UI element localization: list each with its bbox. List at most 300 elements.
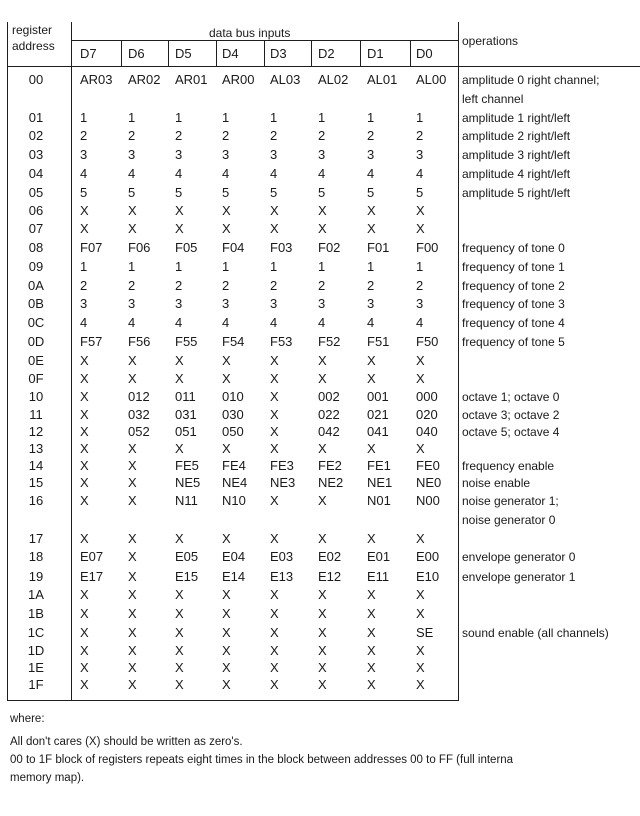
bit-cell-d3: X [270,371,279,386]
bit-cell-d1: X [367,221,376,236]
bit-cell-d7: 1 [80,110,88,125]
table-left-border [7,22,8,700]
operation-description: left channel [462,92,524,106]
bit-cell-d5: 2 [175,128,183,143]
bit-cell-d1: X [367,677,376,692]
bit-cell-d0: FE0 [416,458,440,473]
bit-cell-d1: E11 [367,569,390,584]
bit-cell-d0: 4 [416,166,424,181]
bit-header-d2: D2 [318,46,335,61]
bit-header-d6: D6 [128,46,145,61]
bit-cell-d3: X [270,660,279,675]
bit-cell-d1: X [367,660,376,675]
bit-cell-d4: AR00 [222,72,255,87]
bit-cell-d0: 020 [416,407,438,422]
register-address-cell: 18 [28,549,44,564]
bit-cell-d5: FE5 [175,458,199,473]
bit-cell-d7: X [80,221,89,236]
bit-cell-d2: 4 [318,166,326,181]
bit-cell-d7: X [80,606,89,621]
bit-cell-d2: X [318,353,327,368]
bit-cell-d7: 2 [80,278,88,293]
bit-cell-d7: 1 [80,259,88,274]
bit-cell-d5: NE5 [175,475,201,490]
bit-cell-d5: E15 [175,569,199,584]
bit-cell-d4: E04 [222,549,246,564]
bit-cell-d7: X [80,643,89,658]
operation-description: envelope generator 0 [462,550,576,564]
bit-cell-d0: 040 [416,424,438,439]
operation-description: amplitude 0 right channel; [462,73,600,87]
bit-cell-d7: 4 [80,315,88,330]
register-address-cell: 17 [28,531,44,546]
bit-cell-d7: E17 [80,569,104,584]
bit-cell-d3: E03 [270,549,294,564]
bit-cell-d7: X [80,493,89,508]
bit-cell-d1: X [367,441,376,456]
bit-cell-d1: F51 [367,334,390,349]
bit-cell-d3: FE3 [270,458,294,473]
bit-cell-d4: X [222,441,231,456]
bit-cell-d1: E01 [367,549,391,564]
bit-divider-d2 [311,41,312,66]
bit-cell-d2: 1 [318,259,326,274]
bit-cell-d0: 3 [416,147,424,162]
bit-cell-d0: 4 [416,315,424,330]
bit-cell-d1: X [367,371,376,386]
bit-divider-d5 [168,41,169,66]
bit-cell-d6: X [128,625,137,640]
bit-cell-d0: 3 [416,296,424,311]
bit-cell-d3: 4 [270,166,278,181]
bit-cell-d3: F03 [270,240,293,255]
bit-cell-d6: 5 [128,185,136,200]
bit-cell-d0: AL00 [416,72,447,87]
bit-cell-d4: 4 [222,315,230,330]
bit-cell-d6: AR02 [128,72,161,87]
bit-cell-d6: X [128,549,137,564]
bit-cell-d0: X [416,531,425,546]
bit-cell-d3: X [270,441,279,456]
operation-description: frequency of tone 0 [462,241,565,255]
bit-cell-d2: 3 [318,296,326,311]
bit-cell-d2: X [318,606,327,621]
notes-where: where: [10,713,45,725]
bit-cell-d0: X [416,606,425,621]
bit-cell-d0: 1 [416,110,424,125]
bit-cell-d6: 4 [128,315,136,330]
bit-cell-d6: 3 [128,147,136,162]
bit-cell-d2: X [318,221,327,236]
bit-cell-d0: E00 [416,549,440,564]
bit-divider-d3 [264,41,265,66]
register-address-cell: 01 [28,110,44,125]
bit-cell-d2: 2 [318,278,326,293]
register-address-cell: 1D [27,643,45,658]
bit-cell-d4: 3 [222,147,230,162]
bit-cell-d5: X [175,677,184,692]
bit-cell-d5: X [175,371,184,386]
register-address-cell: 00 [28,72,44,87]
bit-cell-d6: X [128,221,137,236]
bit-cell-d0: 5 [416,185,424,200]
register-address-cell: 0F [28,371,44,386]
bit-divider-d4 [216,41,217,66]
bit-cell-d2: X [318,493,327,508]
bit-cell-d1: F01 [367,240,390,255]
data-bus-inputs-header: data bus inputs [209,26,291,40]
register-address-cell: 16 [28,493,44,508]
operations-column-divider [458,22,459,700]
bit-cell-d3: 3 [270,147,278,162]
bit-cell-d1: 1 [367,259,375,274]
bit-cell-d2: E12 [318,569,342,584]
bit-cell-d1: AL01 [367,72,398,87]
bit-cell-d1: 3 [367,296,375,311]
operation-description: amplitude 1 right/left [462,111,571,125]
operation-description: frequency of tone 1 [462,260,565,274]
bit-cell-d6: 032 [128,407,150,422]
register-address-cell: 07 [28,221,44,236]
bit-cell-d1: 041 [367,424,389,439]
bit-cell-d0: 2 [416,128,424,143]
bit-cell-d6: 4 [128,166,136,181]
bit-cell-d4: X [222,203,231,218]
bit-cell-d4: X [222,531,231,546]
bit-cell-d4: 1 [222,110,230,125]
bit-cell-d0: X [416,371,425,386]
bit-cell-d6: X [128,660,137,675]
bit-cell-d7: X [80,458,89,473]
bit-divider-d0 [410,41,411,66]
bit-cell-d5: X [175,203,184,218]
bit-cell-d3: E13 [270,569,294,584]
bit-cell-d3: X [270,353,279,368]
bit-cell-d3: X [270,606,279,621]
bit-cell-d3: 1 [270,110,278,125]
bit-cell-d1: 4 [367,315,375,330]
bit-cell-d5: X [175,441,184,456]
bit-cell-d1: X [367,625,376,640]
operation-description: noise enable [462,476,531,490]
bit-cell-d7: 2 [80,128,88,143]
register-address-cell: 09 [28,259,44,274]
bit-cell-d0: F50 [416,334,439,349]
bit-cell-d2: X [318,203,327,218]
operation-description: frequency of tone 2 [462,279,565,293]
bit-cell-d2: X [318,531,327,546]
bit-cell-d0: 000 [416,389,438,404]
operation-description: noise generator 0 [462,513,556,527]
bit-cell-d5: F05 [175,240,198,255]
bit-cell-d7: X [80,660,89,675]
bit-cell-d2: 1 [318,110,326,125]
register-address-cell: 0A [28,278,44,293]
bit-cell-d6: X [128,606,137,621]
bit-cell-d1: 001 [367,389,389,404]
bit-cell-d2: 042 [318,424,340,439]
bit-cell-d7: X [80,677,89,692]
bit-cell-d4: X [222,371,231,386]
bit-cell-d2: F02 [318,240,341,255]
register-address-cell: 1E [28,660,44,675]
bit-cell-d5: N11 [175,493,198,508]
register-address-header-line2: address [12,39,55,53]
bit-cell-d2: X [318,441,327,456]
register-address-cell: 0E [28,353,44,368]
bit-cell-d4: F54 [222,334,245,349]
bit-cell-d3: NE3 [270,475,296,490]
register-address-cell: 0B [28,296,44,311]
bit-cell-d7: X [80,353,89,368]
operation-description: frequency of tone 5 [462,335,565,349]
bit-cell-d4: 5 [222,185,230,200]
bit-cell-d5: 1 [175,110,183,125]
operations-header: operations [462,34,519,48]
bit-cell-d7: 5 [80,185,88,200]
bit-cell-d3: X [270,221,279,236]
bit-cell-d4: X [222,353,231,368]
bit-cell-d5: E05 [175,549,199,564]
bit-cell-d1: 2 [367,128,375,143]
bit-cell-d3: X [270,587,279,602]
register-address-cell: 0C [27,315,45,330]
notes-line-2: 00 to 1F block of registers repeats eight times in the block between addresses 00 to FF (full interna [10,754,514,766]
bit-cell-d3: X [270,407,279,422]
bit-cell-d0: X [416,677,425,692]
bit-cell-d6: X [128,441,137,456]
bit-cell-d4: 2 [222,128,230,143]
bit-cell-d4: X [222,625,231,640]
operation-description: amplitude 3 right/left [462,148,571,162]
bit-cell-d7: X [80,424,89,439]
register-address-cell: 1C [27,625,45,640]
bit-cell-d4: E14 [222,569,246,584]
bit-cell-d5: 051 [175,424,197,439]
bit-cell-d6: X [128,493,137,508]
operation-description: octave 3; octave 2 [462,408,560,422]
bit-cell-d2: X [318,371,327,386]
bit-cell-d3: 3 [270,296,278,311]
bit-cell-d2: FE2 [318,458,342,473]
bit-cell-d0: N00 [416,493,440,508]
bit-header-d5: D5 [175,46,192,61]
bit-cell-d7: E07 [80,549,104,564]
bit-cell-d3: X [270,203,279,218]
bit-cell-d0: 2 [416,278,424,293]
register-address-cell: 04 [28,166,44,181]
bit-cell-d0: 1 [416,259,424,274]
bit-cell-d5: X [175,660,184,675]
register-address-cell: 13 [28,441,44,456]
register-address-cell: 14 [28,458,44,473]
register-address-cell: 03 [28,147,44,162]
bit-cell-d5: 4 [175,315,183,330]
bit-cell-d0: E10 [416,569,440,584]
bit-cell-d5: X [175,606,184,621]
bit-header-d0: D0 [416,46,433,61]
bit-cell-d6: 2 [128,278,136,293]
bit-cell-d1: X [367,203,376,218]
bit-cell-d5: X [175,531,184,546]
register-address-cell: 05 [28,185,44,200]
bit-cell-d1: FE1 [367,458,391,473]
bit-cell-d7: F57 [80,334,103,349]
notes-line-3: memory map). [10,772,85,784]
bit-cell-d5: AR01 [175,72,208,87]
bit-cell-d7: 3 [80,296,88,311]
bit-cell-d7: F07 [80,240,103,255]
bit-cell-d6: X [128,475,137,490]
bit-cell-d6: X [128,569,137,584]
bit-cell-d1: X [367,353,376,368]
bit-cell-d7: X [80,203,89,218]
bit-cell-d3: 2 [270,278,278,293]
bit-cell-d4: FE4 [222,458,246,473]
bit-cell-d6: 3 [128,296,136,311]
bit-cell-d2: 002 [318,389,340,404]
address-column-divider [71,22,72,700]
bit-cell-d6: X [128,203,137,218]
bit-cell-d4: 3 [222,296,230,311]
bit-cell-d4: X [222,221,231,236]
bit-cell-d4: F04 [222,240,245,255]
bit-cell-d1: 021 [367,407,389,422]
register-address-cell: 02 [28,128,44,143]
bit-cell-d2: X [318,660,327,675]
bit-cell-d0: X [416,353,425,368]
notes-line-1: All don't cares (X) should be written as zero's. [10,736,243,748]
bit-cell-d2: 2 [318,128,326,143]
operation-description: amplitude 4 right/left [462,167,571,181]
bit-cell-d5: 2 [175,278,183,293]
operation-description: octave 1; octave 0 [462,390,560,404]
bit-header-d3: D3 [270,46,287,61]
table-bottom-rule [7,700,459,701]
register-address-cell: 10 [28,389,44,404]
bit-cell-d7: X [80,587,89,602]
bit-cell-d3: X [270,531,279,546]
bit-cell-d4: X [222,677,231,692]
register-address-header-line1: register [12,23,53,37]
bit-cell-d5: 031 [175,407,197,422]
bit-cell-d4: 2 [222,278,230,293]
bit-cell-d0: X [416,441,425,456]
bit-cell-d5: X [175,625,184,640]
bit-cell-d1: N01 [367,493,391,508]
bit-cell-d4: X [222,587,231,602]
bit-cell-d6: F06 [128,240,151,255]
bit-cell-d4: X [222,660,231,675]
bit-cell-d3: 2 [270,128,278,143]
operation-description: frequency enable [462,459,555,473]
bit-cell-d0: F00 [416,240,439,255]
bit-cell-d5: X [175,587,184,602]
bit-cell-d7: X [80,371,89,386]
bit-cell-d2: X [318,587,327,602]
bit-cell-d2: 5 [318,185,326,200]
bit-cell-d6: X [128,371,137,386]
bit-cell-d3: X [270,493,279,508]
bit-cell-d1: 3 [367,147,375,162]
bit-cell-d3: 4 [270,315,278,330]
header-bottom-rule [7,66,640,67]
bit-cell-d6: X [128,587,137,602]
bit-cell-d3: 5 [270,185,278,200]
bit-cell-d7: AR03 [80,72,113,87]
bit-header-d1: D1 [367,46,384,61]
bit-cell-d5: X [175,353,184,368]
register-address-cell: 08 [28,240,44,255]
bit-cell-d2: X [318,677,327,692]
bit-cell-d6: 2 [128,128,136,143]
bit-cell-d2: 3 [318,147,326,162]
bit-cell-d2: F52 [318,334,341,349]
bit-cell-d0: X [416,221,425,236]
bit-cell-d1: 1 [367,110,375,125]
bit-cell-d6: X [128,677,137,692]
bit-cell-d7: X [80,441,89,456]
bit-cell-d2: 4 [318,315,326,330]
operation-description: envelope generator 1 [462,570,576,584]
register-address-cell: 06 [28,203,44,218]
bit-cell-d4: X [222,643,231,658]
operation-description: amplitude 5 right/left [462,186,571,200]
bit-cell-d7: X [80,625,89,640]
bit-cell-d4: 030 [222,407,244,422]
bit-cell-d6: 052 [128,424,150,439]
bit-cell-d1: X [367,643,376,658]
bit-cell-d2: X [318,625,327,640]
bit-cell-d5: 3 [175,296,183,311]
bit-cell-d6: 012 [128,389,150,404]
bit-cell-d4: 050 [222,424,244,439]
bit-cell-d2: NE2 [318,475,344,490]
bit-cell-d1: X [367,587,376,602]
bit-cell-d7: X [80,475,89,490]
bit-cell-d6: X [128,531,137,546]
operation-description: octave 5; octave 4 [462,425,560,439]
bit-cell-d3: X [270,677,279,692]
bit-cell-d0: X [416,660,425,675]
operation-description: frequency of tone 4 [462,316,565,330]
bit-cell-d2: X [318,643,327,658]
register-address-cell: 0D [27,334,45,349]
bit-header-d7: D7 [80,46,97,61]
bit-cell-d6: X [128,353,137,368]
bit-cell-d7: X [80,407,89,422]
bit-cell-d1: 2 [367,278,375,293]
bit-cell-d5: 011 [175,389,196,404]
bit-cell-d1: X [367,606,376,621]
bit-cell-d1: 5 [367,185,375,200]
operation-description: sound enable (all channels) [462,626,609,640]
register-address-cell: 19 [28,569,44,584]
bit-cell-d5: X [175,643,184,658]
bit-cell-d4: X [222,606,231,621]
bit-cell-d4: 4 [222,166,230,181]
bit-cell-d2: E02 [318,549,342,564]
bit-cell-d0: X [416,587,425,602]
bit-divider-d1 [360,41,361,66]
operation-description: noise generator 1; [462,494,559,508]
bit-cell-d3: X [270,389,279,404]
bit-cell-d6: X [128,643,137,658]
bit-cell-d7: 3 [80,147,88,162]
bit-cell-d5: 5 [175,185,183,200]
bit-cell-d4: 1 [222,259,230,274]
bit-cell-d3: AL03 [270,72,301,87]
